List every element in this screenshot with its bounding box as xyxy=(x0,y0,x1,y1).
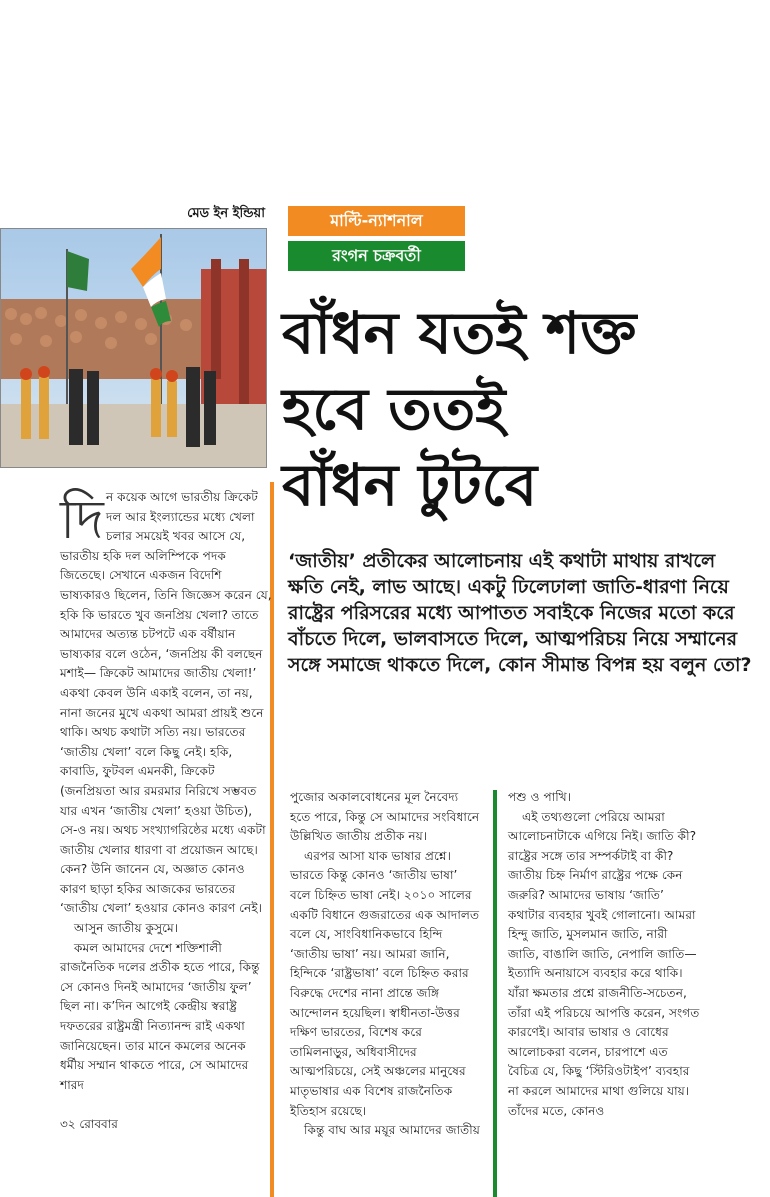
body-paragraph: আসুন জাতীয় কুসুমে। xyxy=(74,921,179,936)
lede xyxy=(288,548,753,678)
article-photo xyxy=(0,228,267,468)
body-paragraph: কমল আমাদের দেশে শক্তিশালী রাজনৈতিক দলের প্রতীক হতে পারে, কিন্তু সে কোনও দিনই আমাদের ‘জাতীয় ফুল’ ছিল না। ক’দিন আগেই কেন্দ্রীয় স্বরাষ্ট্র দফতরের রাষ্ট্রমন্ত্রী নিত্যানন্দ রাই একথা জানিয়েছেন। তার মানে কমলের অনেক ধর্মীয় সম্মান থাকতে পারে, সে আমাদের শারদ xyxy=(60,940,260,1092)
body-paragraph: পশু ও পাখি। xyxy=(508,790,572,804)
headline-line-2: হবে ততই xyxy=(282,375,506,443)
body-paragraph: কিন্তু বাঘ আর ময়ূর আমাদের জাতীয় xyxy=(304,1123,480,1138)
body-paragraph: এই তথ্যগুলো পেরিয়ে আমরা আলোচনাটাকে এগিয়ে নিই। জাতি কী? রাষ্ট্রের সঙ্গে তার সম্পর্কটাই বা কী? জাতীয় চিহ্ন নির্মাণ রাষ্ট্রের পক্ষে কেন জরুরি? আমাদের ভাষায় ‘জাতি’ কথাটার ব্যবহার খুবই গোলানো। আমরা হিন্দু জাতি, মুসলমান জাতি, নারী জাতি, বাঙালি জাতি, নেপালি জাতি— ইত্যাদি অনায়াসে ব্যবহার করে থাকি। যাঁরা ক্ষমতার প্রশ্নে রাজনীতি-সচেতন, তাঁরা এই পরিচয়ে আপত্তি করেন, সংগত কারণেই। আবার ভাষার ও বোধের আলোচকরা বলেন, চারপাশে এত বৈচিত্র যে, কিছু ‘স্টিরিওটাইপ’ ব্যবহার না করলে আমাদের মাথা গুলিয়ে যায়। তাঁদের মতে, কোনও xyxy=(508,809,700,1118)
body-paragraph: ন কয়েক আগে ভারতীয় ক্রিকেট দল আর ইংল্যান্ডের মধ্যে খেলা চলার সময়েই খবর আসে যে, ভারতীয় হকি দল অলিম্পিকে পদক জিতেছে। সেখানে একজন বিদেশি ভাষ্যকারও ছিলেন, তিনি জিজ্ঞেস করেন যে, হকি কি ভারতে খুব জনপ্রিয় খেলা? তাতে আমাদের অত্যন্ত চটপটে এক বর্ষীয়ান ভাষ্যকার বলে ওঠেন, ‘জনপ্রিয় কী বলছেন মশাই— ক্রিকেট আমাদের জাতীয় খেলা!’ একথা কেবল উনি একাই বলেন, তা নয়, নানা জনের মুখে একথা আমরা প্রায়ই শুনে থাকি। অথচ কথাটা সত্যি নয়। ভারতের ‘জাতীয় খেলা’ বলে কিছু নেই। হকি, কাবাডি, ফুটবল এমনকী, ক্রিকেট (জনপ্রিয়তা আর রমরমার নিরিখে সম্ভবত যার এখন ‘জাতীয় খেলা’ হওয়া উচিত), সে-ও নয়। অথচ সংখ্যাগরিষ্ঠের মধ্যে একটা জাতীয় খেলার ধারণা বা প্রয়োজন আছে। কেন? উনি জানেন যে, অজ্ঞাত কোনও কারণ ছাড়া হকির আজকের ভারতের ‘জাতীয় খেলা’ হওয়ার কোনও কারণ নেই। xyxy=(60,490,272,916)
photo-caption: মেড ইন ইন্ডিয়া xyxy=(187,206,265,221)
headline-line-1: বাঁধন যতই শক্ত xyxy=(282,299,637,367)
body-column-2 xyxy=(290,788,480,1141)
body-column-3 xyxy=(508,788,700,1121)
page-folio: ৩২ রোববার xyxy=(60,1117,118,1131)
body-paragraph: এরপর আসা যাক ভাষার প্রশ্নে। ভারতে কিন্তু কোনও ‘জাতীয় ভাষা’ বলে চিহ্নিত ভাষা নেই। ২০১০ সালের একটি বিধানে গুজরাতের এক আদালত বলে যে, সাংবিধানিকভাবে হিন্দি ‘জাতীয় ভাষা’ নয়। আমরা জানি, হিন্দিকে ‘রাষ্ট্রভাষা’ বলে চিহ্নিত করার বিরুদ্ধে দেশের নানা প্রান্তে জঙ্গি আন্দোলন হয়েছিল। স্বাধীনতা-উত্তর দক্ষিণ ভারতের, বিশেষ করে তামিলনাড়ুর, অধিবাসীদের আত্মপরিচয়ে, সেই অঞ্চলের মানুষের মাতৃভাষার এক বিশেষ রাজনৈতিক ইতিহাস রয়েছে। xyxy=(290,848,480,1118)
headline-line-3: বাঁধন টুটবে xyxy=(282,451,538,519)
lede-text: ‘জাতীয়’ প্রতীকের আলোচনায় এই কথাটা মাথায় রাখলে ক্ষতি নেই, লাভ আছে। একটু ঢিলেঢালা জাতি-ধারণা নিয়ে রাষ্ট্রের পরিসরের মধ্যে আপাতত সবাইকে নিজের মতো করে বাঁচতে দিলে, ভালবাসতে দিলে, আত্মপরিচয় নিয়ে সম্মানের সঙ্গে সমাজে থাকতে দিলে, কোন সীমান্ত বিপন্ন হয় বলুন তো? xyxy=(288,550,752,676)
author-badge: রংগন চক্রবর্তী xyxy=(288,241,465,271)
dropcap: দি xyxy=(60,488,104,551)
column-rule-green xyxy=(493,790,497,1197)
section-badge: মাল্টি-ন্যাশনাল xyxy=(288,206,465,236)
body-column-1 xyxy=(60,488,272,1095)
headline xyxy=(282,295,752,523)
body-paragraph: পুজোর অকালবোধনের মূল নৈবেদ্য হতে পারে, কিন্তু সে আমাদের সংবিধানে উল্লিখিত জাতীয় প্রতীক নয়। xyxy=(290,790,480,844)
